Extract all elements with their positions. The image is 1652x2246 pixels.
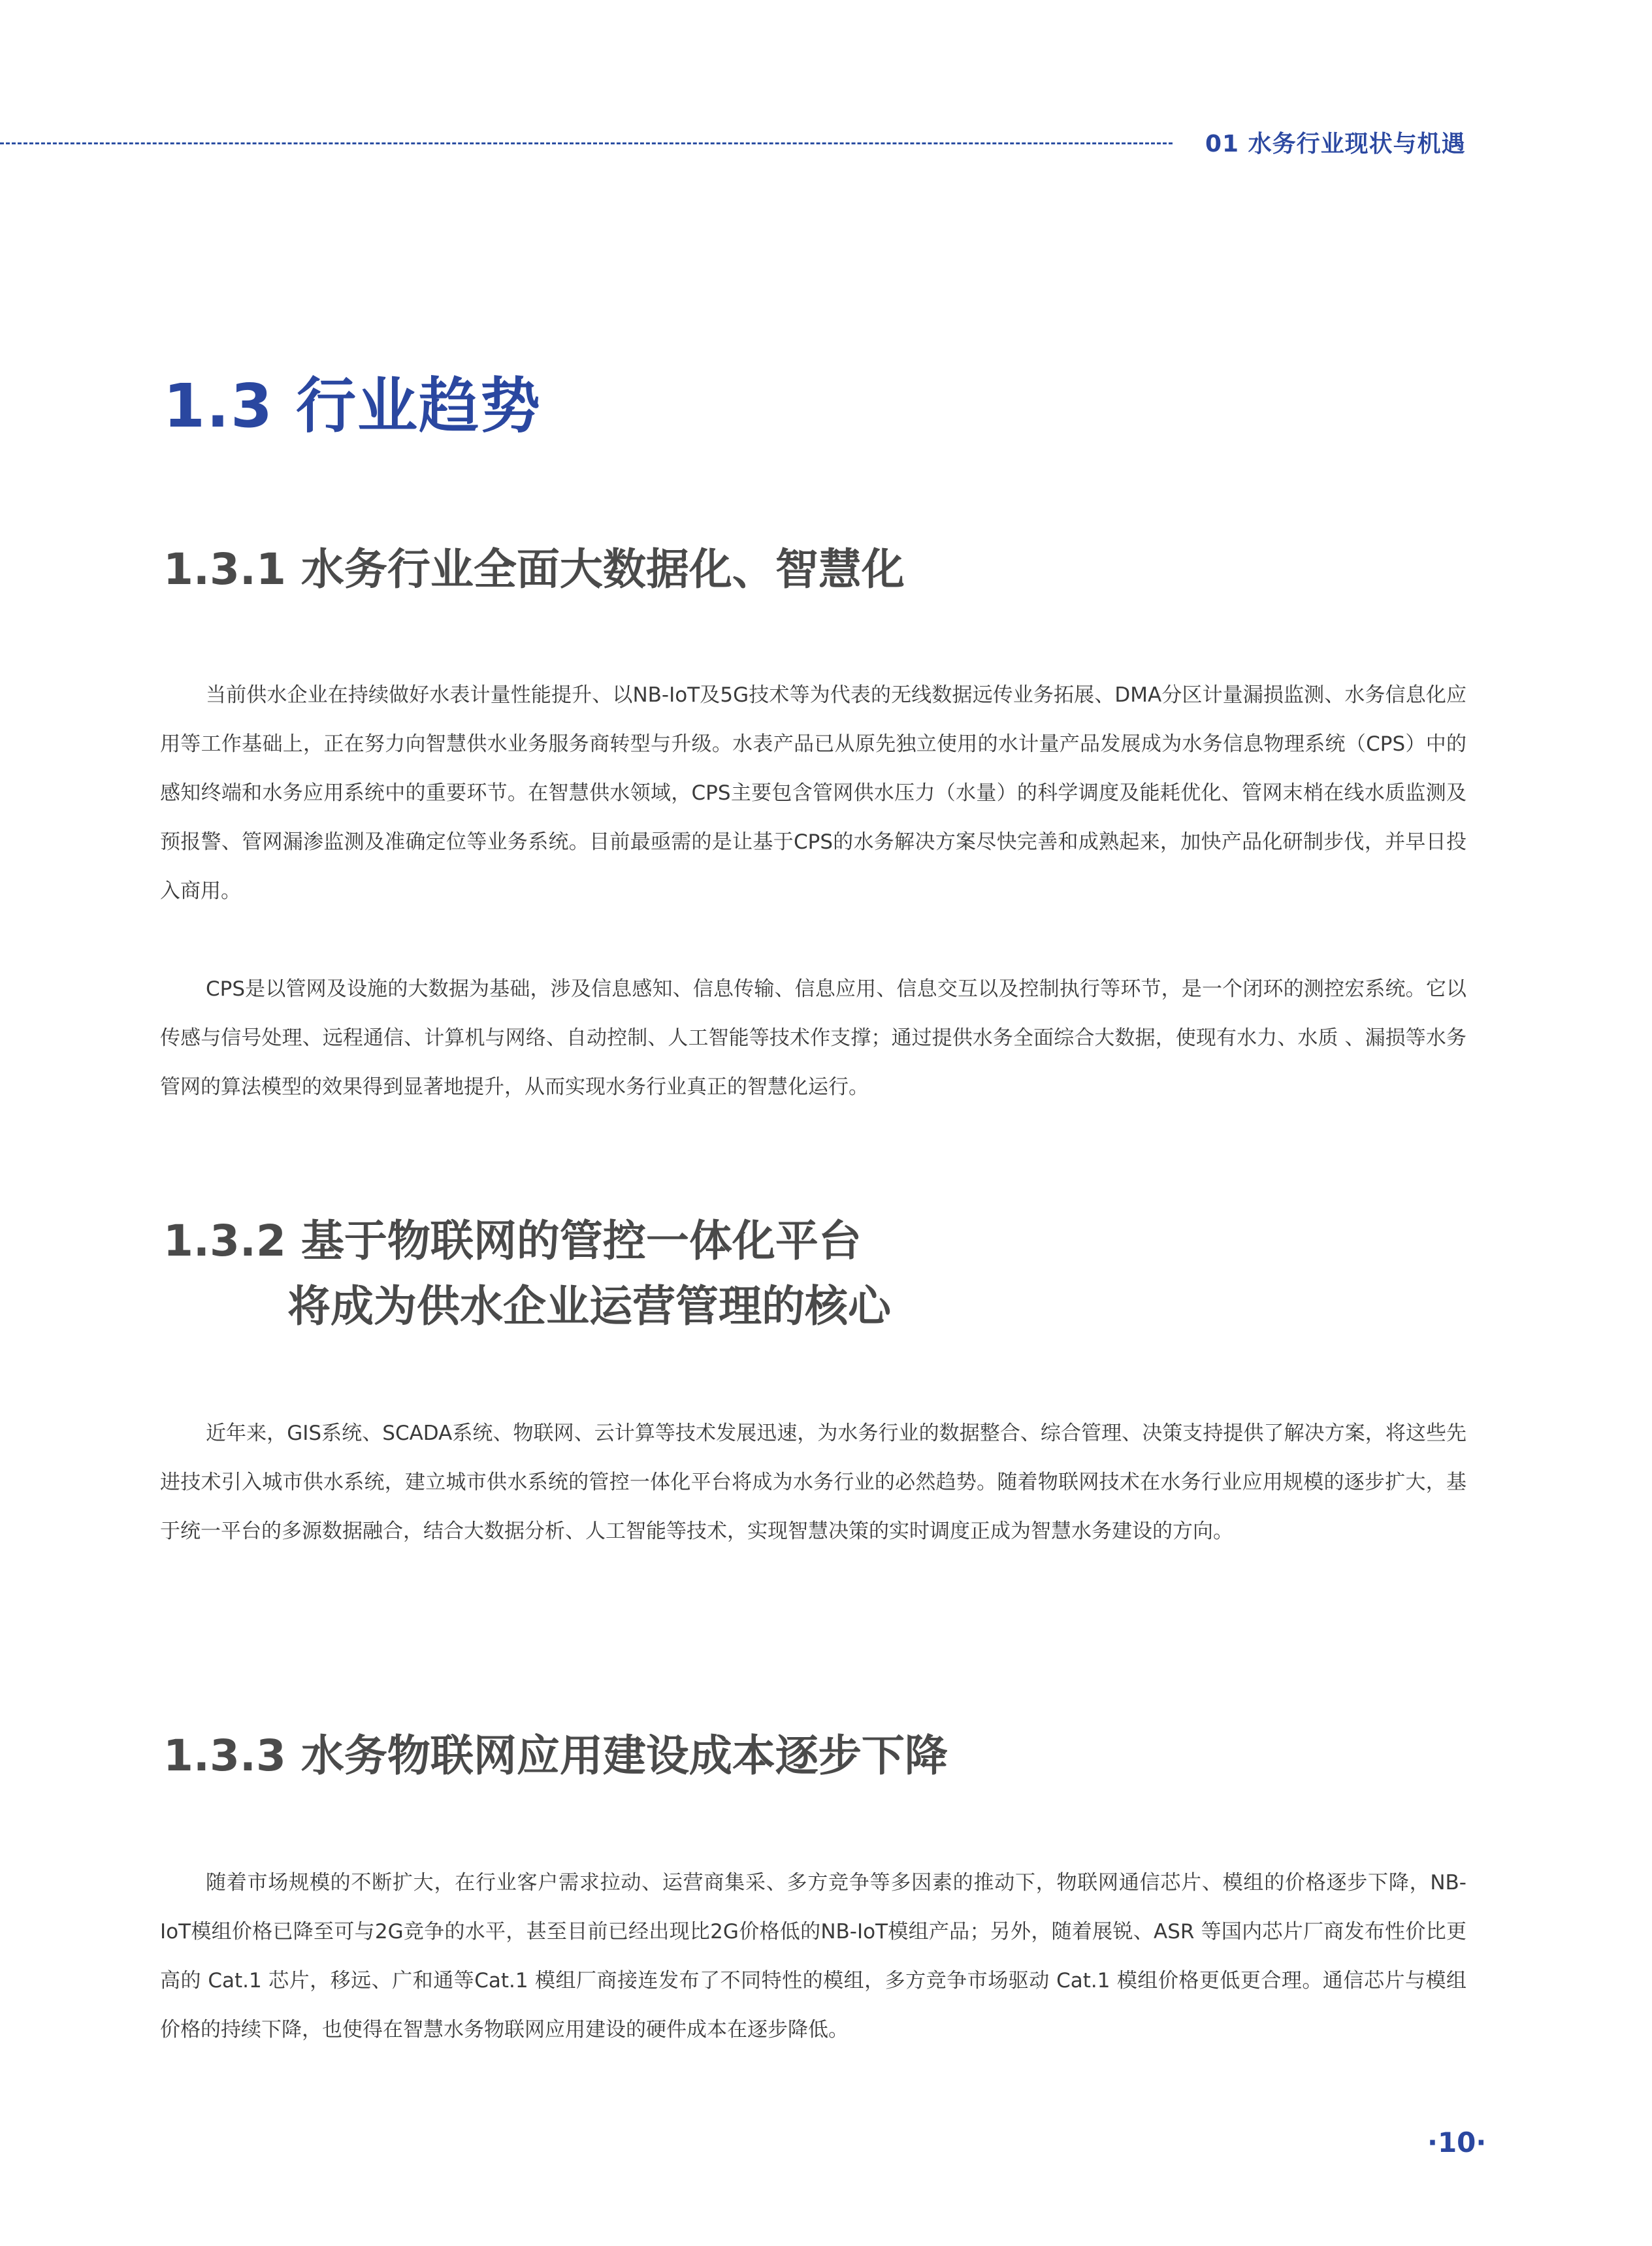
paragraph-1-3-1-a: 当前供水企业在持续做好水表计量性能提升、以NB-IoT及5G技术等为代表的无线数据远传业务拓展、DMA分区计量漏损监测、水务信息化应用等工作基础上，正在努力向智慧供水业务服务商转型与升级。水表产品已从原先独立使用的水计量产品发展成为水务信息物理系统（CPS）中的感知终端和水务应用系统中的重要环节。在智慧供水领域，CPS主要包含管网供水压力（水量）的科学调度及能耗优化、管网末梢在线水质监测及预报警、管网漏渗监测及准确定位等业务系统。目前最亟需的是让基于CPS的水务解决方案尽快完善和成熟起来，加快产品化研制步伐，并早日投入商用。 (160, 683, 1466, 903)
section-title: 1.3 行业趋势 (163, 371, 542, 441)
subsection-title-1-3-1: 1.3.1 水务行业全面大数据化、智慧化 (163, 544, 905, 594)
paragraph-1-3-3: 随着市场规模的不断扩大，在行业客户需求拉动、运营商集采、多方竞争等多因素的推动下，物联网通信芯片、模组的价格逐步下降，NB-IoT模组价格已降至可与2G竞争的水平，甚至目前已经出现比2G价格低的NB-IoT模组产品；另外，随着展锐、ASR 等国内芯片厂商发布性价比更高的 Cat.1 芯片，移远、广和通等Cat.1 模组厂商接连发布了不同特性的模组，多方竞争市场驱动 Cat.1 模组价格更低更合理。通信芯片与模组价格的持续下降，也使得在智慧水务物联网应用建设的硬件成本在逐步降低。 (160, 1871, 1466, 2042)
subsection-title-1-3-3: 1.3.3 水务物联网应用建设成本逐步下降 (163, 1731, 948, 1781)
paragraph-1-3-1-b: CPS是以管网及设施的大数据为基础，涉及信息感知、信息传输、信息应用、信息交互以及控制执行等环节，是一个闭环的测控宏系统。它以传感与信号处理、远程通信、计算机与网络、自动控制、人工智能等技术作支撑；通过提供水务全面综合大数据，使现有水力、水质 、漏损等水务管网的算法模型的效果得到显著地提升，从而实现水务行业真正的智慧化运行。 (160, 977, 1466, 1099)
header-dashed-rule (0, 142, 1173, 144)
chapter-header-title: 01 水务行业现状与机遇 (1205, 131, 1466, 157)
paragraph-1-3-2: 近年来，GIS系统、SCADA系统、物联网、云计算等技术发展迅速，为水务行业的数据整合、综合管理、决策支持提供了解决方案，将这些先进技术引入城市供水系统，建立城市供水系统的管控一体化平台将成为水务行业的必然趋势。随着物联网技术在水务行业应用规模的逐步扩大，基于统一平台的多源数据融合，结合大数据分析、人工智能等技术，实现智慧决策的实时调度正成为智慧水务建设的方向。 (160, 1422, 1466, 1543)
subsection-title-1-3-2-line1: 1.3.2 基于物联网的管控一体化平台 (163, 1216, 862, 1266)
subsection-title-1-3-2-line2: 将成为供水企业运营管理的核心 (287, 1281, 891, 1331)
subsection-title-1-3-2 (163, 1209, 891, 1339)
page-number: ·10· (1427, 2126, 1487, 2158)
